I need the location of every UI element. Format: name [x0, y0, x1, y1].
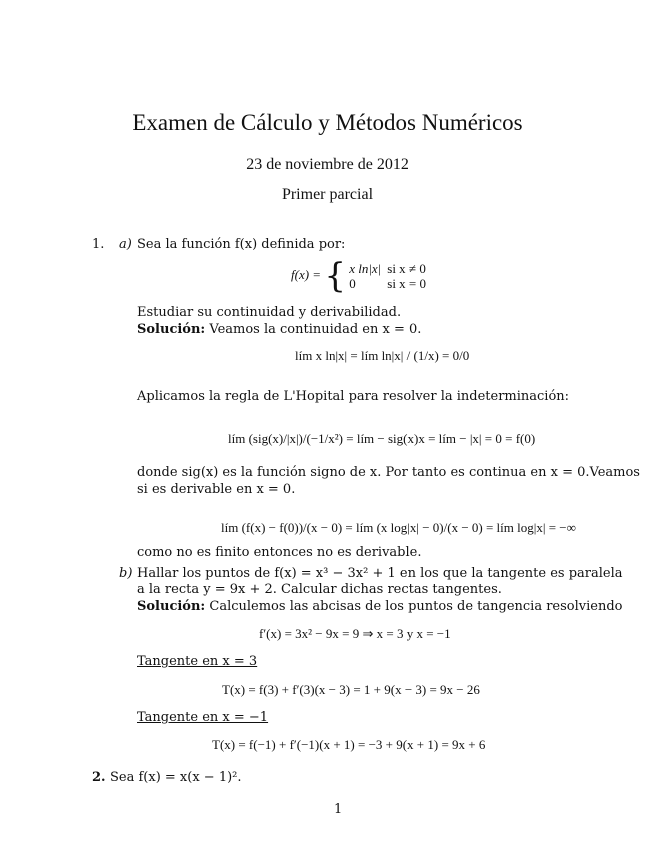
solution-label: Solución: — [137, 322, 206, 337]
tangent-1-label: Tangente en x = 3 — [137, 654, 258, 669]
piecewise-definition — [291, 256, 432, 296]
case-2-expression: 0 — [349, 276, 356, 291]
tangent-2-label: Tangente en x = −1 — [137, 710, 269, 725]
case-1-condition: si x ≠ 0 — [387, 261, 426, 276]
equation-continuity: lím x ln|x| = lím ln|x| / (1/x) = 0/0 — [295, 348, 470, 363]
problem-1b-text-line-1: Hallar los puntos de f(x) = x³ − 3x² + 1 en los que la tangente es paralela — [137, 566, 623, 581]
problem-1-number: 1. — [92, 237, 105, 252]
problem-1a-solution — [137, 322, 421, 337]
exam-date: 23 de noviembre de 2012 — [246, 156, 409, 173]
problem-2-text: Sea f(x) = x(x − 1)². — [110, 770, 242, 785]
equation-derivative: lím (f(x) − f(0))/(x − 0) = lím (x log|x| − 0)/(x − 0) = lím log|x| = −∞ — [221, 520, 576, 535]
solution-text: Veamos la continuidad en x = 0. — [209, 322, 422, 337]
problem-1b-text-line-2: a la recta y = 9x + 2. Calcular dichas rectas tangentes. — [137, 582, 502, 597]
page-title: Examen de Cálculo y Métodos Numéricos — [132, 110, 523, 135]
tangent-1-equation: T(x) = f(3) + f′(3)(x − 3) = 1 + 9(x − 3) = 9x − 26 — [222, 682, 480, 697]
page-number: 1 — [334, 802, 343, 817]
piecewise-cases — [349, 261, 432, 291]
equation-hopital: lím (sig(x)/|x|)/(−1/x²) = lím − sig(x)x = lím − |x| = 0 = f(0) — [228, 431, 536, 446]
problem-2-number: 2. — [92, 770, 106, 785]
problem-1a-conclusion: como no es finito entonces no es derivable. — [137, 545, 422, 560]
sign-text-line-2: si es derivable en x = 0. — [137, 482, 296, 497]
problem-1b-label: b) — [119, 566, 133, 581]
problem-1a-intro: Sea la función f(x) definida por: — [137, 237, 346, 252]
exam-part: Primer parcial — [281, 186, 374, 203]
problem-1a-label: a) — [119, 237, 132, 252]
tangent-2-equation: T(x) = f(−1) + f′(−1)(x + 1) = −3 + 9(x + 1) = 9x + 6 — [212, 737, 486, 752]
solution-label: Solución: — [137, 599, 206, 614]
left-brace: { — [324, 256, 346, 296]
case-2-condition: si x = 0 — [387, 276, 427, 291]
case-1-expression: x ln|x| — [349, 261, 382, 276]
equation-tangent-points: f′(x) = 3x² − 9x = 9 ⇒ x = 3 y x = −1 — [259, 626, 451, 641]
problem-1b-solution — [137, 599, 622, 614]
problem-1a-task: Estudiar su continuidad y derivabilidad. — [137, 305, 402, 320]
sign-text-line-1: donde sig(x) es la función signo de x. Por tanto es continua en x = 0.Veamos — [137, 465, 640, 480]
solution-text: Calculemos las abcisas de los puntos de tangencia resolviendo — [209, 599, 623, 614]
piecewise-lhs: f(x) = — [291, 266, 322, 282]
hopital-text: Aplicamos la regla de L'Hopital para resolver la indeterminación: — [137, 389, 570, 404]
